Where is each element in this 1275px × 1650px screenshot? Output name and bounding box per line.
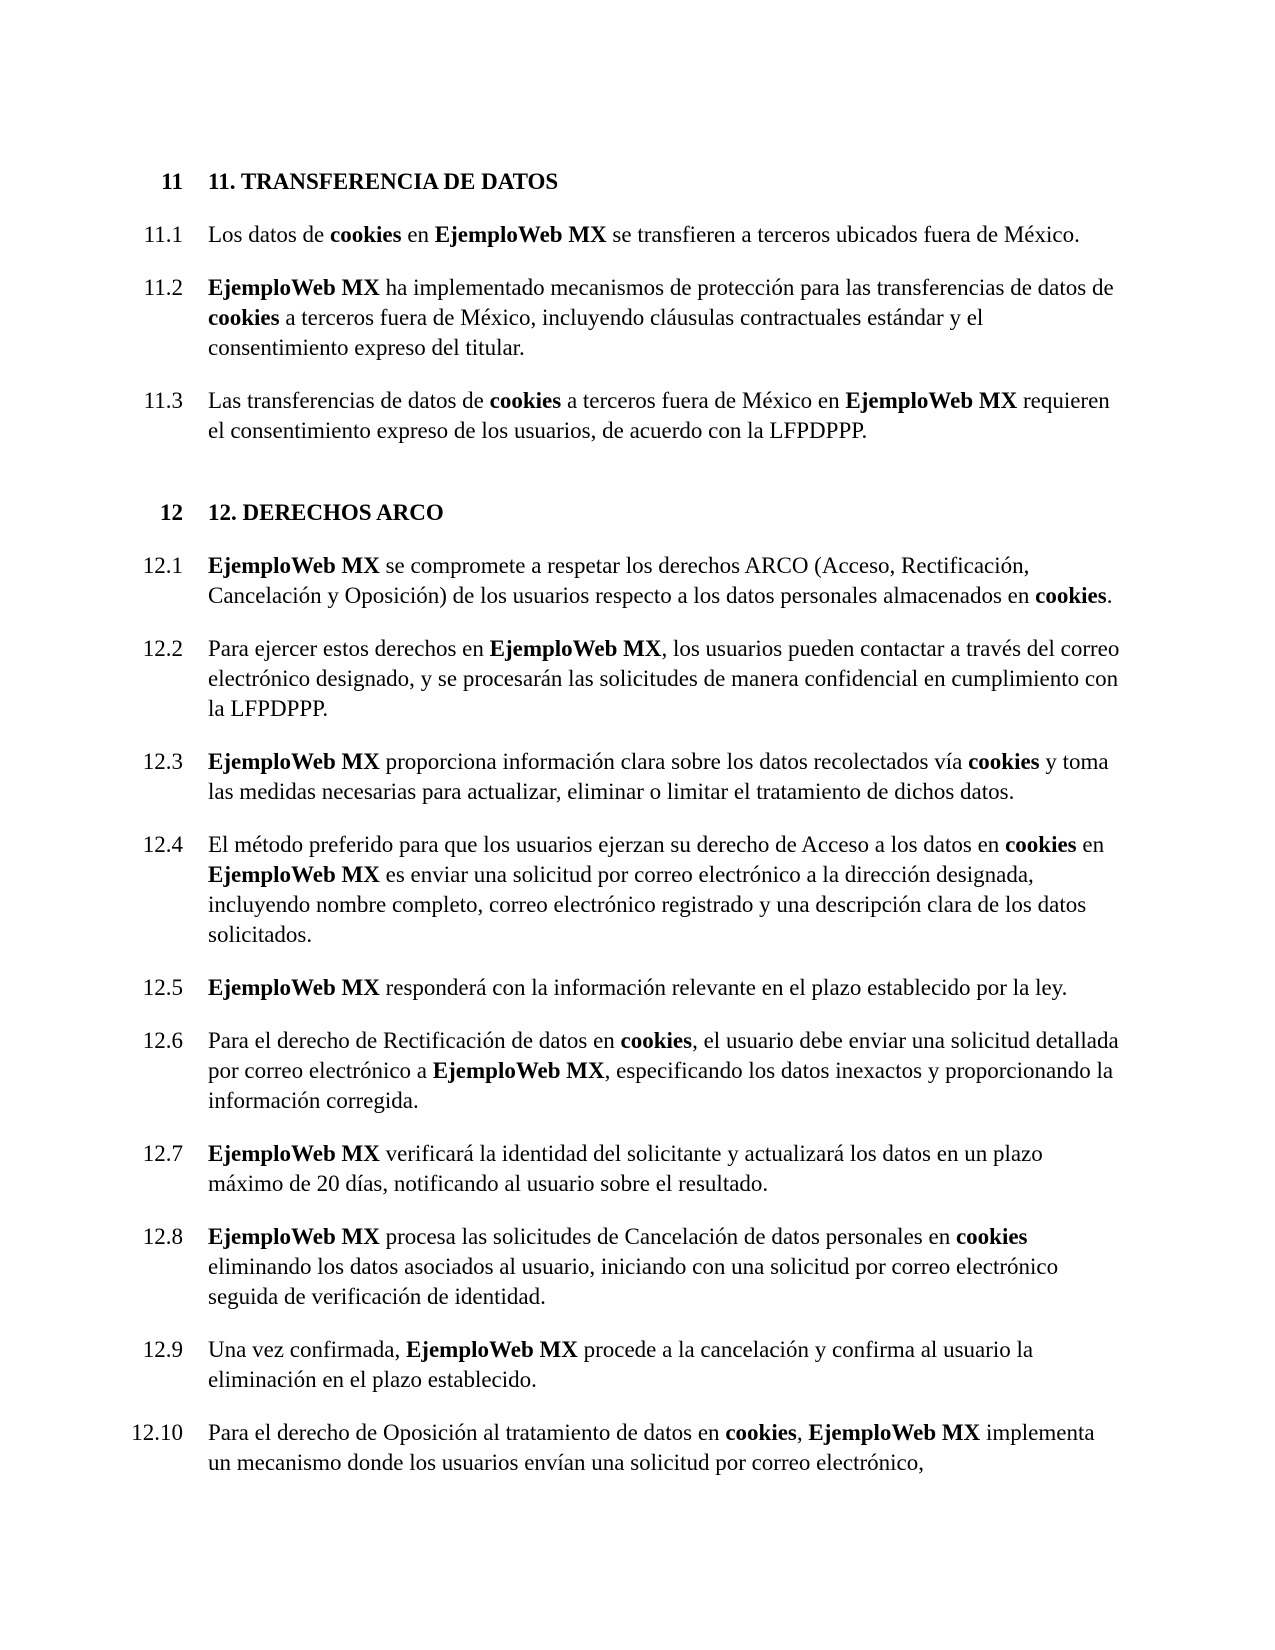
bold-text-run: EjemploWeb MX bbox=[208, 862, 380, 887]
document-content bbox=[116, 167, 1157, 1478]
text-run: . bbox=[1106, 583, 1113, 608]
bold-text-run: EjemploWeb MX bbox=[208, 1141, 380, 1166]
bold-text-run: cookies bbox=[620, 1028, 693, 1053]
bold-text-run: cookies bbox=[330, 222, 402, 247]
bold-text-run: EjemploWeb MX bbox=[208, 749, 380, 774]
bold-text-run: EjemploWeb MX bbox=[208, 1224, 380, 1249]
section-number: 12 bbox=[160, 500, 183, 525]
bold-text-run: EjemploWeb MX bbox=[432, 1058, 605, 1083]
section-heading-row bbox=[116, 167, 1157, 197]
clause-row bbox=[116, 1418, 1157, 1478]
clause-number: 11.1 bbox=[143, 222, 183, 247]
clause-number: 12.3 bbox=[142, 749, 183, 774]
clause-text bbox=[208, 220, 1123, 250]
text-run: en bbox=[1076, 832, 1105, 857]
clause-text bbox=[208, 1335, 1123, 1395]
text-run: verificará la identidad del solicitante y actualizará los datos en un plazo máximo de 20 días, notificando al usuario sobre el resultado. bbox=[208, 1141, 1043, 1196]
text-run: se transfieren a terceros ubicados fuera de México. bbox=[606, 222, 1080, 247]
clause-text bbox=[208, 634, 1123, 724]
text-run: implementa un mecanismo donde los usuarios envían una solicitud por correo electrónico, bbox=[208, 1420, 1095, 1475]
clause-number: 12.6 bbox=[142, 1028, 183, 1053]
clause-text bbox=[208, 830, 1123, 950]
bold-text-run: EjemploWeb MX bbox=[405, 1337, 578, 1362]
clause-row bbox=[116, 973, 1157, 1003]
text-run: eliminando los datos asociados al usuario, iniciando con una solicitud por correo electrónico seguida de verificación de identidad. bbox=[208, 1254, 1059, 1309]
text-run: en bbox=[401, 222, 435, 247]
clause-number: 12.1 bbox=[142, 553, 183, 578]
clause-row bbox=[116, 386, 1157, 446]
clause-row bbox=[116, 1026, 1157, 1116]
text-run: a terceros fuera de México, incluyendo cláusulas contractuales estándar y el consentimiento expreso del titular. bbox=[208, 305, 984, 360]
text-run: responderá con la información relevante en el plazo establecido por la ley. bbox=[379, 975, 1068, 1000]
clause-number: 12.4 bbox=[142, 832, 183, 857]
clause-row bbox=[116, 634, 1157, 724]
text-run: , los usuarios pueden contactar a través del correo electrónico designado, y se procesarán las solicitudes de manera confidencial en cumplimiento con la LFPDPPP. bbox=[208, 636, 1120, 721]
section-title bbox=[208, 167, 1123, 197]
text-run: El método preferido para que los usuarios ejerzan su derecho de Acceso a los datos en bbox=[208, 832, 1006, 857]
clause-row bbox=[116, 830, 1157, 950]
clause-row bbox=[116, 747, 1157, 807]
bold-text-run: EjemploWeb MX bbox=[208, 553, 380, 578]
clause-number: 12.7 bbox=[142, 1141, 183, 1166]
section-number: 11 bbox=[161, 169, 183, 194]
text-run: Una vez confirmada, bbox=[208, 1337, 406, 1362]
bold-text-run: EjemploWeb MX bbox=[489, 636, 662, 661]
text-run: a terceros fuera de México en bbox=[561, 388, 846, 413]
clause-text bbox=[208, 551, 1123, 611]
text-run: y toma las medidas necesarias para actualizar, eliminar o limitar el tratamiento de dichos datos. bbox=[208, 749, 1109, 804]
clause-row bbox=[116, 220, 1157, 250]
bold-text-run: 12. DERECHOS ARCO bbox=[208, 500, 444, 525]
bold-text-run: cookies bbox=[208, 305, 280, 330]
clause-text bbox=[208, 1222, 1123, 1312]
text-run: proporciona información clara sobre los datos recolectados vía bbox=[379, 749, 969, 774]
bold-text-run: cookies bbox=[1035, 583, 1107, 608]
bold-text-run: EjemploWeb MX bbox=[434, 222, 607, 247]
clause-row bbox=[116, 1139, 1157, 1199]
text-run: ha implementado mecanismos de protección para las transferencias de datos de bbox=[379, 275, 1114, 300]
text-run: se compromete a respetar los derechos ARCO (Acceso, Rectificación, Cancelación y Oposición) de los usuarios respecto a los datos personales almacenados en bbox=[208, 553, 1036, 608]
clause-number: 12.8 bbox=[142, 1224, 183, 1249]
text-run: requieren el consentimiento expreso de los usuarios, de acuerdo con la LFPDPPP. bbox=[208, 388, 1110, 443]
clause-text bbox=[208, 386, 1123, 446]
clause-text bbox=[208, 973, 1123, 1003]
bold-text-run: cookies bbox=[968, 749, 1040, 774]
text-run: procede a la cancelación y confirma al usuario la eliminación en el plazo establecido. bbox=[208, 1337, 1034, 1392]
text-run: procesa las solicitudes de Cancelación de datos personales en bbox=[379, 1224, 956, 1249]
clause-text bbox=[208, 1418, 1123, 1478]
clause-row bbox=[116, 551, 1157, 611]
clause-text bbox=[208, 1139, 1123, 1199]
bold-text-run: cookies bbox=[725, 1420, 797, 1445]
text-run: Para ejercer estos derechos en bbox=[208, 636, 490, 661]
section-title bbox=[208, 498, 1123, 528]
clause-row bbox=[116, 273, 1157, 363]
text-run: Para el derecho de Rectificación de datos en bbox=[208, 1028, 621, 1053]
clause-number: 12.10 bbox=[131, 1420, 183, 1445]
clause-text bbox=[208, 747, 1123, 807]
clause-row bbox=[116, 1335, 1157, 1395]
section-heading-row bbox=[116, 498, 1157, 528]
bold-text-run: cookies bbox=[955, 1224, 1028, 1249]
clause-number: 12.9 bbox=[142, 1337, 183, 1362]
text-run: , el usuario debe enviar una solicitud detallada por correo electrónico a bbox=[208, 1028, 1119, 1083]
clause-number: 11.2 bbox=[143, 275, 183, 300]
text-run: Las transferencias de datos de bbox=[208, 388, 490, 413]
text-run: , especificando los datos inexactos y proporcionando la información corregida. bbox=[208, 1058, 1114, 1113]
bold-text-run: 11. TRANSFERENCIA DE DATOS bbox=[208, 169, 559, 194]
clause-number: 11.3 bbox=[143, 388, 183, 413]
bold-text-run: cookies bbox=[489, 388, 562, 413]
text-run: Los datos de bbox=[208, 222, 331, 247]
text-run: Para el derecho de Oposición al tratamiento de datos en bbox=[208, 1420, 726, 1445]
clause-text bbox=[208, 273, 1123, 363]
clause-row bbox=[116, 1222, 1157, 1312]
text-run: es enviar una solicitud por correo electrónico a la dirección designada, incluyendo nombre completo, correo electrónico registrado y una descripción clara de los datos solicitados. bbox=[208, 862, 1087, 947]
bold-text-run: EjemploWeb MX bbox=[208, 275, 380, 300]
text-run: , bbox=[796, 1420, 809, 1445]
bold-text-run: cookies bbox=[1005, 832, 1077, 857]
clause-number: 12.5 bbox=[142, 975, 183, 1000]
clause-number: 12.2 bbox=[142, 636, 183, 661]
clause-text bbox=[208, 1026, 1123, 1116]
bold-text-run: EjemploWeb MX bbox=[845, 388, 1018, 413]
bold-text-run: EjemploWeb MX bbox=[808, 1420, 981, 1445]
bold-text-run: EjemploWeb MX bbox=[208, 975, 380, 1000]
